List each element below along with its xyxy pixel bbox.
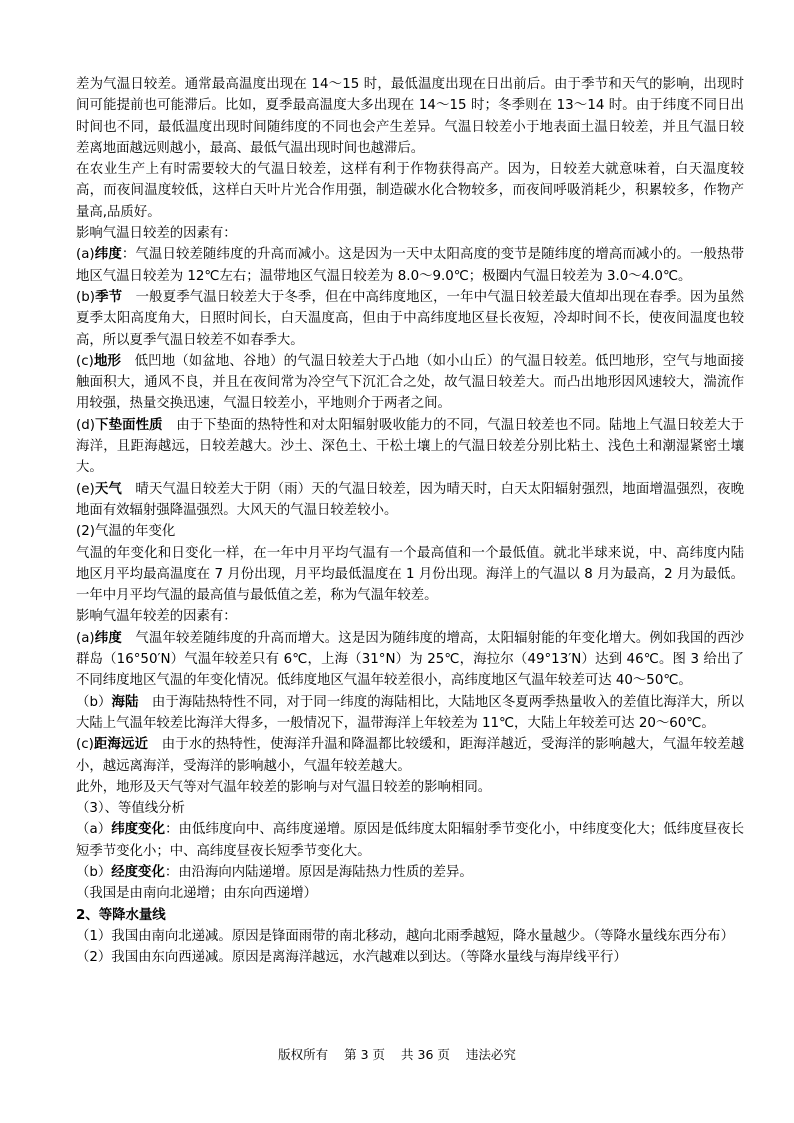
isoline-longitude: （b）经度变化：由沿海向内陆递增。原因是海陆热力性质的差异。 xyxy=(76,864,473,880)
paragraph: 气温的年变化和日变化一样，在一年中月平均气温有一个最高值和一个最低值。就北半球来说，中、高纬度内陆地区月平均最高温度在 7 月份出现，月平均最低温度在 1 月份出现。海洋上的气温以 8 月为最高，2 月为最低。一年中月平均气温的最高值与最低值之差，称为气温年较差。 xyxy=(76,545,744,604)
paragraph: （1）我国由南向北递减。原因是锋面雨带的南北移动，越向北雨季越短，降水量越少。（等降水量线东西分布） xyxy=(76,928,734,944)
footer-warning: 违法必究 xyxy=(465,1047,516,1062)
document-body xyxy=(76,74,744,968)
factor-latitude: (a)纬度：气温日较差随纬度的升高而减小。这是因为一天中太阳高度的变节是随纬度的增高而减小的。一般热带地区气温日较差为 12℃左右；温带地区气温日较差为 8.0～9.0℃；极圈内气温日较差为 3.0～4.0℃。 xyxy=(76,247,745,284)
paragraph: 影响气温年较差的因素有： xyxy=(76,609,237,625)
footer-total-pages: 共 36 页 xyxy=(401,1047,450,1062)
paragraph: 差为气温日较差。通常最高温度出现在 14～15 时，最低温度出现在日出前后。由于季节和天气的影响，出现时间可能提前也可能滞后。比如，夏季最高温度大多出现在 14～15 时；冬季则在 13～14 时。由于纬度不同日出时间也不同，最低温度出现时间随纬度的不同也会产生差异。气温日较差小于地表面土温日较差，并且气温日较差离地面越远则越小，最高、最低气温出现时间也越滞后。 xyxy=(76,77,744,156)
paragraph: （2）我国由东向西递减。原因是离海洋越远，水汽越难以到达。（等降水量线与海岸线平行） xyxy=(76,950,627,966)
footer-page-number: 第 3 页 xyxy=(344,1047,386,1062)
annual-factor-latitude: (a)纬度 气温年较差随纬度的升高而增大。这是因为随纬度的增高，太阳辐射能的年变化增大。例如我国的西沙群岛（16°50′N）气温年较差只有 6℃，上海（31°N）为 25℃，海拉尔（49°13′N）达到 46℃。图 3 给出了不同纬度地区气温的年变化情况。低纬度地区气温年较差很小，高纬度地区气温年较差可达 40～50℃。 xyxy=(76,630,745,689)
paragraph: （我国是由南向北递增；由东向西递增） xyxy=(76,886,318,902)
annual-factor-land-sea: （b）海陆 由于海陆热特性不同，对于同一纬度的海陆相比，大陆地区冬夏两季热量收入的差值比海洋大，所以大陆上气温年较差比海洋大得多，一般情况下，温带海洋上年较差为 11℃，大陆上年较差可达 20～60℃。 xyxy=(76,694,745,731)
section-heading: （3）、等值线分析 xyxy=(76,801,185,817)
paragraph: 在农业生产上有时需要较大的气温日较差，这样有利于作物获得高产。因为，日较差大就意味着，白天温度较高，而夜间温度较低，这样白天叶片光合作用强，制造碳水化合物较多，而夜间呼吸消耗少，积累较多，作物产量高,品质好。 xyxy=(76,162,744,220)
factor-weather: (e)天气 晴天气温日较差大于阴（雨）天的气温日较差，因为晴天时，白天太阳辐射强烈，地面增温强烈，夜晚地面有效辐射强降温强烈。大风天的气温日较差较小。 xyxy=(76,481,745,518)
isoline-latitude: （a）纬度变化：由低纬度向中、高纬度递增。原因是低纬度太阳辐射季节变化小，中纬度变化大；低纬度昼夜长短季节变化小；中、高纬度昼夜长短季节变化大。 xyxy=(76,822,744,859)
paragraph: 此外，地形及天气等对气温年较差的影响与对气温日较差的影响相同。 xyxy=(76,779,492,795)
factor-terrain: (c)地形 低凹地（如盆地、谷地）的气温日较差大于凸地（如小山丘）的气温日较差。低凹地形，空气与地面接触面积大，通风不良，并且在夜间常为冷空气下沉汇合之处，故气温日较差大。而凸出地形因风速较大，湍流作用较强，热量交换迅速，气温日较差小，平地则介于两者之间。 xyxy=(76,353,745,412)
factor-underlying-surface: (d)下垫面性质 由于下垫面的热特性和对太阳辐射吸收能力的不同，气温日较差也不同。陆地上气温日较差大于海洋，且距海越远，日较差越大。沙土、深色土、干松土壤上的气温日较差分别比粘土、浅色土和潮湿紧密土壤大。 xyxy=(76,417,745,476)
section-heading-precipitation: 2、等降水量线 xyxy=(76,907,166,923)
factor-season: (b)季节 一般夏季气温日较差大于冬季，但在中高纬度地区，一年中气温日较差最大值却出现在春季。因为虽然夏季太阳高度角大，日照时间长，白天温度高，但由于中高纬度地区昼长夜短，冷却时间不长，使夜间温度也较高，所以夏季气温日较差不如春季大。 xyxy=(76,289,745,348)
annual-factor-distance-sea: (c)距海远近 由于水的热特性，使海洋升温和降温都比较缓和，距海洋越近，受海洋的影响越大，气温年较差越小，越远离海洋，受海洋的影响越小，气温年较差越大。 xyxy=(76,737,745,774)
footer-copyright: 版权所有 xyxy=(278,1047,329,1062)
paragraph: 影响气温日较差的因素有： xyxy=(76,226,237,242)
page-footer xyxy=(0,1045,794,1063)
section-heading: (2)气温的年变化 xyxy=(76,524,176,540)
